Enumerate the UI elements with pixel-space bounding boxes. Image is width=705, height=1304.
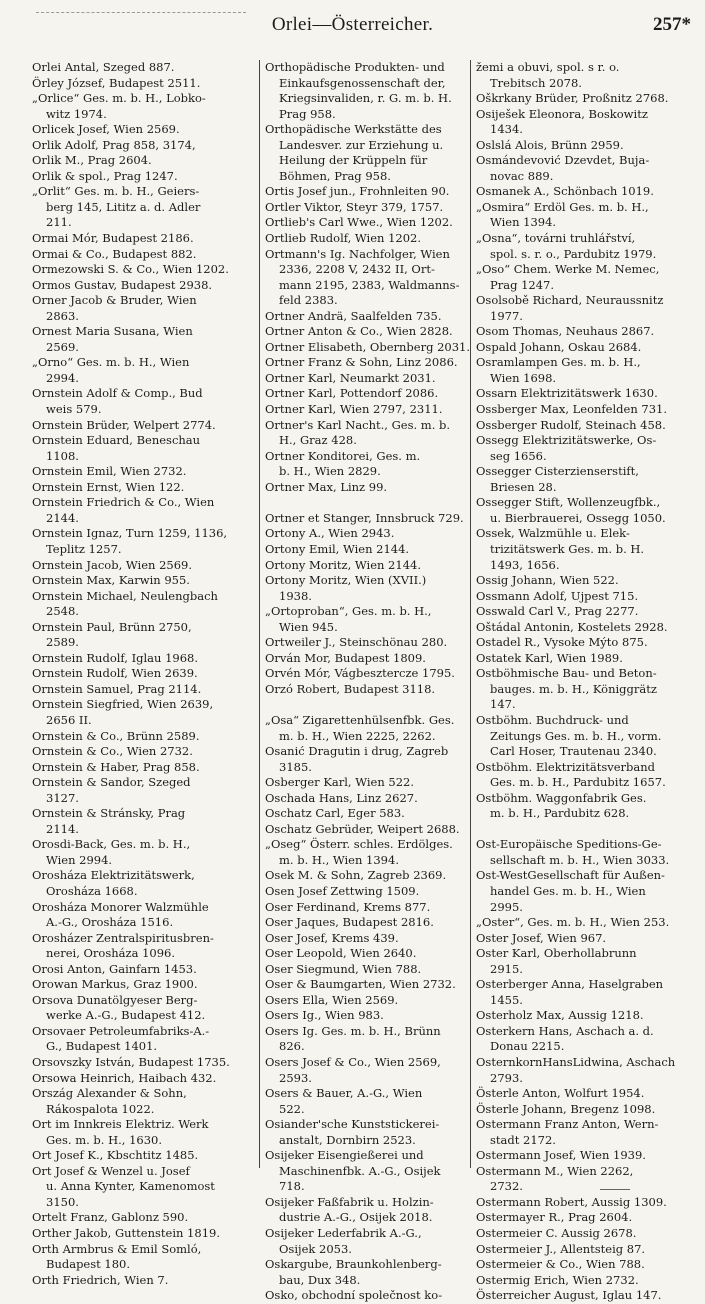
directory-entry-line: 718. xyxy=(279,1179,305,1194)
directory-entry-line: trizitätswerk Ges. m. b. H. xyxy=(490,541,645,556)
directory-entry-line: Ort im Innkreis Elektriz. Werk xyxy=(32,1117,209,1132)
directory-entry-line: Osolsobě Richard, Neuraussnitz xyxy=(476,293,664,308)
directory-entry-line: Ostermann Franz Anton, Wern- xyxy=(476,1117,659,1132)
directory-entry-line: Orlicek Josef, Wien 2569. xyxy=(32,122,180,137)
directory-entry-line: Ornstein Brüder, Welpert 2774. xyxy=(32,417,216,432)
directory-entry-line: Ort Josef & Wenzel u. Josef xyxy=(32,1163,190,1178)
directory-column-3 xyxy=(470,60,686,1303)
directory-entry-line: berg 145, Lititz a. d. Adler xyxy=(46,199,201,214)
directory-entry-line xyxy=(265,495,475,511)
directory-entry-line: 826. xyxy=(279,1039,305,1054)
directory-entry-line: Ost-WestGesellschaft für Außen- xyxy=(476,868,665,883)
directory-entry-line: Osiješek Eleonora, Boskowitz xyxy=(476,106,648,121)
directory-entry-line: u. Bierbrauerei, Ossegg 1050. xyxy=(490,510,666,525)
directory-entry-line: 522. xyxy=(279,1101,305,1116)
directory-entry-line: Osterholz Max, Aussig 1218. xyxy=(476,1008,644,1023)
directory-entry-line: Ornstein & Co., Brünn 2589. xyxy=(32,728,200,743)
directory-entry-line: Osijeker Lederfabrik A.-G., xyxy=(265,1226,422,1241)
directory-entry-line xyxy=(265,697,475,713)
directory-entry-line: Orlei Antal, Szeged 887. xyxy=(32,60,175,74)
directory-entry-line: „Osna“, továrni truhlářství, xyxy=(476,231,636,246)
directory-entry-line: Ornstein Ignaz, Turn 1259, 1136, xyxy=(32,526,228,541)
directory-entry-line: Ortner Karl, Pottendorf 2086. xyxy=(265,386,439,401)
directory-entry-line: „Osmira“ Erdöl Ges. m. b. H., xyxy=(476,199,649,214)
directory-entry-line: Ossberger Rudolf, Steinach 458. xyxy=(476,417,666,432)
directory-entry-line: Ornstein & Co., Wien 2732. xyxy=(32,744,193,759)
directory-entry-line: anstalt, Dornbirn 2523. xyxy=(279,1132,416,1147)
directory-entry-line: 2144. xyxy=(46,510,79,525)
directory-entry-line: Oser Jaques, Budapest 2816. xyxy=(265,915,434,930)
directory-entry-line: weis 579. xyxy=(46,402,102,417)
directory-entry-line: Ornstein Samuel, Prag 2114. xyxy=(32,681,202,696)
directory-entry-line: Ospald Johann, Oskau 2684. xyxy=(476,339,642,354)
directory-entry-line: Osterkern Hans, Aschach a. d. xyxy=(476,1023,654,1038)
directory-entry-line: Orosháza Elektrizitätswerk, xyxy=(32,868,195,883)
directory-entry-line xyxy=(476,822,686,838)
directory-entry-line: Ostböhm. Elektrizitätsverband xyxy=(476,759,656,774)
directory-entry-line: Ornstein Rudolf, Wien 2639. xyxy=(32,666,198,681)
directory-entry-line: Orosi Anton, Gainfarn 1453. xyxy=(32,961,197,976)
directory-entry-line: Orosdi-Back, Ges. m. b. H., xyxy=(32,837,191,852)
directory-entry-line: nerei, Orosháza 1096. xyxy=(46,946,176,961)
directory-entry-line: Orsovaer Petroleumfabriks-A.- xyxy=(32,1023,210,1038)
directory-entry-line: Ornstein Ernst, Wien 122. xyxy=(32,479,185,494)
directory-entry-line: Osom Thomas, Neuhaus 2867. xyxy=(476,324,655,339)
directory-entry-line: Ossek, Walzmühle u. Elek- xyxy=(476,526,630,541)
directory-entry-line: Ossmann Adolf, Ujpest 715. xyxy=(476,588,639,603)
directory-entry-line: Ornstein Rudolf, Iglau 1968. xyxy=(32,650,199,665)
directory-entry-line: G., Budapest 1401. xyxy=(46,1039,158,1054)
directory-entry-line: Orowan Markus, Graz 1900. xyxy=(32,977,198,992)
directory-entry-line: Oster Karl, Oberhollabrunn xyxy=(476,946,637,961)
directory-entry-line: Ossegger Cisterzienserstift, xyxy=(476,464,639,479)
directory-entry-line: spol. s. r. o., Pardubitz 1979. xyxy=(490,246,657,261)
directory-entry-line: Orlik & spol., Prag 1247. xyxy=(32,168,178,183)
directory-entry-line: Ornstein Max, Karwin 955. xyxy=(32,573,190,588)
directory-entry-line: Orth Armbrus & Emil Somló, xyxy=(32,1241,202,1256)
directory-entry-line: Ortner Konditorei, Ges. m. xyxy=(265,448,421,463)
directory-entry-line: Ostermann Josef, Wien 1939. xyxy=(476,1148,646,1163)
directory-entry-line: Wien 1698. xyxy=(490,370,557,385)
directory-entry-line: u. Anna Kynter, Kamenomost xyxy=(46,1179,215,1194)
directory-entry-line: Osers & Bauer, A.-G., Wien xyxy=(265,1086,423,1101)
directory-entry-line: 2593. xyxy=(279,1070,312,1085)
directory-entry-line: Ossarn Elektrizitätswerk 1630. xyxy=(476,386,658,401)
directory-entry-line: 1938. xyxy=(279,588,312,603)
directory-entry-line: Wien 2994. xyxy=(46,852,113,867)
directory-entry-line: „Orno“ Ges. m. b. H., Wien xyxy=(32,355,190,370)
directory-entry-line: Ortner Anton & Co., Wien 2828. xyxy=(265,324,453,339)
directory-entry-line: Böhmen, Prag 958. xyxy=(279,168,391,183)
directory-entry-line: Ortlieb Rudolf, Wien 1202. xyxy=(265,231,421,246)
directory-entry-line: Carl Hoser, Trautenau 2340. xyxy=(490,744,657,759)
directory-entry-line: 2656 II. xyxy=(46,712,92,727)
directory-entry-line: Ossberger Max, Leonfelden 731. xyxy=(476,402,667,417)
directory-entry-line: Ornstein Michael, Neulengbach xyxy=(32,588,218,603)
directory-entry-line: Rákospalota 1022. xyxy=(46,1101,155,1116)
directory-entry-line: Orosháza Monorer Walzmühle xyxy=(32,899,209,914)
directory-entry-line: Orthopädische Werkstätte des xyxy=(265,122,442,137)
directory-column-1 xyxy=(32,60,242,1288)
directory-entry-line: Ortner Elisabeth, Obernberg 2031. xyxy=(265,339,471,354)
directory-entry-line: dustrie A.-G., Osijek 2018. xyxy=(279,1210,433,1225)
directory-entry-line: Heilung der Krüppeln für xyxy=(279,153,428,168)
directory-entry-line: 1434. xyxy=(490,122,523,137)
footer-rule xyxy=(600,1189,630,1190)
directory-entry-line: Osanić Dragutin i drug, Zagreb xyxy=(265,744,449,759)
directory-entry-line: Oser Ferdinand, Krems 877. xyxy=(265,899,431,914)
directory-entry-line: Ges. m. b. H., 1630. xyxy=(46,1132,163,1147)
directory-entry-line: Osramlampen Ges. m. b. H., xyxy=(476,355,641,370)
directory-entry-line: handel Ges. m. b. H., Wien xyxy=(490,883,646,898)
directory-entry-line: 3127. xyxy=(46,790,79,805)
directory-entry-line: Ortmann's Ig. Nachfolger, Wien xyxy=(265,246,450,261)
directory-entry-line: Oschada Hans, Linz 2627. xyxy=(265,790,418,805)
directory-entry-line: Oschatz Carl, Eger 583. xyxy=(265,806,405,821)
directory-entry-line: Ostermann M., Wien 2262, xyxy=(476,1163,634,1178)
directory-entry-line: Ostböhmische Bau- und Beton- xyxy=(476,666,657,681)
directory-entry-line: Osek M. & Sohn, Zagreb 2369. xyxy=(265,868,447,883)
directory-entry-line: m. b. H., Wien 1394. xyxy=(279,852,399,867)
directory-entry-line: Osko, obchodní společnost ko- xyxy=(265,1288,443,1303)
directory-entry-line: 2114. xyxy=(46,821,79,836)
directory-entry-line: Orosháza 1668. xyxy=(46,883,138,898)
directory-entry-line: 2569. xyxy=(46,339,79,354)
directory-entry-line: Oslslá Alois, Brünn 2959. xyxy=(476,137,624,152)
directory-entry-line: OsternkornHansLidwina, Aschach xyxy=(476,1055,676,1069)
directory-entry-line: Oštádal Antonin, Kostelets 2928. xyxy=(476,619,668,634)
directory-entry-line: Ostermeier & Co., Wien 788. xyxy=(476,1257,645,1272)
directory-entry-line: Donau 2215. xyxy=(490,1039,565,1054)
directory-entry-line: 3185. xyxy=(279,759,312,774)
directory-entry-line: Oster Josef, Wien 967. xyxy=(476,930,607,945)
directory-entry-line: H., Graz 428. xyxy=(279,433,357,448)
directory-entry-line: Ortner et Stanger, Innsbruck 729. xyxy=(265,510,464,525)
directory-entry-line: Osijeker Faßfabrik u. Holzin- xyxy=(265,1194,434,1209)
directory-entry-line: 2732. xyxy=(490,1179,523,1194)
directory-entry-line: 2548. xyxy=(46,604,79,619)
directory-entry-line: žemi a obuvi, spol. s r. o. xyxy=(476,60,620,74)
directory-entry-line: Ortony Moritz, Wien (XVII.) xyxy=(265,573,427,588)
directory-entry-line: Ortis Josef jun., Frohnleiten 90. xyxy=(265,184,450,199)
directory-entry-line: Ortner Karl, Wien 2797, 2311. xyxy=(265,402,443,417)
directory-entry-line: Osiander'sche Kunststickerei- xyxy=(265,1117,440,1132)
directory-entry-line: „Osa“ Zigarettenhülsenfbk. Ges. xyxy=(265,712,455,727)
directory-entry-line: 2994. xyxy=(46,370,79,385)
directory-entry-line: b. H., Wien 2829. xyxy=(279,464,381,479)
directory-entry-line: Osijeker Eisengießerei und xyxy=(265,1148,424,1163)
directory-entry-line: 1977. xyxy=(490,308,523,323)
directory-entry-line: Osers Josef & Co., Wien 2569, xyxy=(265,1055,441,1069)
directory-entry-line: Orsova Dunatölgyeser Berg- xyxy=(32,992,198,1007)
directory-entry-line: Ornstein & Sandor, Szeged xyxy=(32,775,191,790)
directory-entry-line: 211. xyxy=(46,215,72,230)
directory-entry-line: Oser Siegmund, Wien 788. xyxy=(265,961,422,976)
directory-entry-line: Prag 1247. xyxy=(490,277,555,292)
directory-entry-line: Orsowa Heinrich, Haibach 432. xyxy=(32,1070,217,1085)
directory-entry-line: Ossegg Elektrizitätswerke, Os- xyxy=(476,433,657,448)
directory-entry-line: Ges. m. b. H., Pardubitz 1657. xyxy=(490,775,666,790)
directory-entry-line: Teplitz 1257. xyxy=(46,541,122,556)
directory-entry-line: Ortner Andrä, Saalfelden 735. xyxy=(265,308,442,323)
directory-entry-line: Ostatek Karl, Wien 1989. xyxy=(476,650,623,665)
directory-entry-line: Orsovszky István, Budapest 1735. xyxy=(32,1055,230,1069)
directory-entry-line: Ortony Emil, Wien 2144. xyxy=(265,541,410,556)
directory-entry-line: Ortler Viktor, Steyr 379, 1757. xyxy=(265,199,444,214)
directory-entry-line: 2915. xyxy=(490,961,523,976)
directory-entry-line: Orlik M., Prag 2604. xyxy=(32,153,152,168)
directory-entry-line: Oser Leopold, Wien 2640. xyxy=(265,946,417,961)
directory-entry-line: „Oseg“ Österr. schles. Erdölges. xyxy=(265,837,453,852)
directory-entry-line: witz 1974. xyxy=(46,106,107,121)
directory-entry-line: Briesen 28. xyxy=(490,479,557,494)
directory-entry-line: Osmándevović Dzevdet, Buja- xyxy=(476,153,650,168)
directory-entry-line: Ország Alexander & Sohn, xyxy=(32,1086,187,1101)
directory-entry-line: Osberger Karl, Wien 522. xyxy=(265,775,415,790)
directory-entry-line: Orván Mor, Budapest 1809. xyxy=(265,650,426,665)
directory-entry-line: 1108. xyxy=(46,448,79,463)
directory-entry-line: Ornstein Adolf & Comp., Bud xyxy=(32,386,203,401)
directory-entry-line: Ostböhm. Buchdruck- und xyxy=(476,712,629,727)
directory-entry-line: Ormezowski S. & Co., Wien 1202. xyxy=(32,262,229,277)
directory-entry-line: Ostadel R., Vysoke Mýto 875. xyxy=(476,635,648,650)
directory-entry-line: Osen Josef Zettwing 1509. xyxy=(265,883,420,898)
directory-entry-line: Osterberger Anna, Haselgraben xyxy=(476,977,664,992)
header-rule xyxy=(36,12,246,13)
directory-entry-line: Ornest Maria Susana, Wien xyxy=(32,324,193,339)
directory-entry-line: Ostermeier J., Allentsteig 87. xyxy=(476,1241,646,1256)
directory-entry-line: Ortner's Karl Nacht., Ges. m. b. xyxy=(265,417,451,432)
directory-entry-line: „Oster“, Ges. m. b. H., Wien 253. xyxy=(476,915,670,930)
directory-entry-line: Ortner Max, Linz 99. xyxy=(265,479,388,494)
directory-entry-line: novac 889. xyxy=(490,168,554,183)
directory-entry-line: Ost-Europäische Speditions-Ge- xyxy=(476,837,662,852)
directory-entry-line: Oskargube, Braunkohlenberg- xyxy=(265,1257,442,1272)
directory-entry-line: Landesver. zur Erziehung u. xyxy=(279,137,444,152)
directory-entry-line: Ornstein Siegfried, Wien 2639, xyxy=(32,697,214,712)
directory-entry-line: „Orlice“ Ges. m. b. H., Lobko- xyxy=(32,91,206,106)
directory-entry-line: Zeitungs Ges. m. b. H., vorm. xyxy=(490,728,662,743)
directory-entry-line: 3150. xyxy=(46,1194,79,1209)
directory-entry-line: stadt 2172. xyxy=(490,1132,556,1147)
directory-entry-line: Osswald Carl V., Prag 2277. xyxy=(476,604,639,619)
directory-entry-line: bau, Dux 348. xyxy=(279,1272,361,1287)
directory-entry-line: m. b. H., Pardubitz 628. xyxy=(490,806,630,821)
directory-entry-line: 2336, 2208 V, 2432 II, Ort- xyxy=(279,262,435,277)
directory-column-2 xyxy=(259,60,475,1303)
directory-entry-line: Prag 958. xyxy=(279,106,336,121)
directory-entry-line: Einkaufsgenossenschaft der, xyxy=(279,75,446,90)
directory-entry-line: Ornstein Jacob, Wien 2569. xyxy=(32,557,192,572)
directory-entry-line: Orlik Adolf, Prag 858, 3174, xyxy=(32,137,196,152)
directory-entry-line: werke A.-G., Budapest 412. xyxy=(46,1008,206,1023)
directory-entry-line: Ortelt Franz, Gablonz 590. xyxy=(32,1210,189,1225)
directory-entry-line: 147. xyxy=(490,697,516,712)
directory-entry-line: Orzó Robert, Budapest 3118. xyxy=(265,681,436,696)
directory-entry-line: Oschatz Gebrüder, Weipert 2688. xyxy=(265,821,460,836)
directory-entry-line: seg 1656. xyxy=(490,448,547,463)
directory-entry-line: „Ortoproban“, Ges. m. b. H., xyxy=(265,604,432,619)
directory-entry-line: 2995. xyxy=(490,899,523,914)
directory-entry-line: 2793. xyxy=(490,1070,523,1085)
directory-entry-line: Kriegsinvaliden, r. G. m. b. H. xyxy=(279,91,452,106)
directory-entry-line: Ornstein & Haber, Prag 858. xyxy=(32,759,200,774)
directory-entry-line: Ossig Johann, Wien 522. xyxy=(476,573,619,588)
directory-entry-line: Maschinenfbk. A.-G., Osijek xyxy=(279,1163,441,1178)
directory-entry-line: Ornstein Emil, Wien 2732. xyxy=(32,464,187,479)
directory-entry-line: Ormos Gustav, Budapest 2938. xyxy=(32,277,213,292)
directory-entry-line: feld 2383. xyxy=(279,293,338,308)
directory-entry-line: Ostermig Erich, Wien 2732. xyxy=(476,1272,639,1287)
directory-entry-line: Österreicher August, Iglau 147. xyxy=(476,1288,662,1303)
directory-entry-line: Orner Jacob & Bruder, Wien xyxy=(32,293,197,308)
directory-entry-line: Ormai Mór, Budapest 2186. xyxy=(32,231,194,246)
directory-entry-line: Budapest 180. xyxy=(46,1257,131,1272)
directory-entry-line: 1455. xyxy=(490,992,523,1007)
directory-entry-line: Ostermayer R., Prag 2604. xyxy=(476,1210,633,1225)
directory-entry-line: mann 2195, 2383, Waldmanns- xyxy=(279,277,460,292)
directory-entry-line: Ornstein Friedrich & Co., Wien xyxy=(32,495,215,510)
directory-columns xyxy=(30,60,680,1303)
directory-entry-line: Ortony Moritz, Wien 2144. xyxy=(265,557,421,572)
directory-entry-line: „Orlit“ Ges. m. b. H., Geiers- xyxy=(32,184,200,199)
directory-entry-line: Ornstein & Stránsky, Prag xyxy=(32,806,186,821)
directory-entry-line: A.-G., Orosháza 1516. xyxy=(46,915,174,930)
directory-entry-line: Ostböhm. Waggonfabrik Ges. xyxy=(476,790,647,805)
directory-entry-line: Ort Josef K., Kbschtitz 1485. xyxy=(32,1148,199,1163)
directory-entry-line: Orthopädische Produkten- und xyxy=(265,60,445,74)
directory-entry-line: Ostermann Robert, Aussig 1309. xyxy=(476,1194,667,1209)
directory-entry-line: 1493, 1656. xyxy=(490,557,560,572)
directory-entry-line: Ormai & Co., Budapest 882. xyxy=(32,246,197,261)
directory-entry-line: m. b. H., Wien 2225, 2262. xyxy=(279,728,436,743)
directory-entry-line: Oškrkany Brüder, Proßnitz 2768. xyxy=(476,91,669,106)
directory-entry-line: Orth Friedrich, Wien 7. xyxy=(32,1272,169,1287)
page-title: Orlei—Österreicher. xyxy=(271,14,434,35)
directory-entry-line: Ossegger Stift, Wollenzeugfbk., xyxy=(476,495,661,510)
directory-entry-line: sellschaft m. b. H., Wien 3033. xyxy=(490,852,670,867)
directory-entry-line: Örley József, Budapest 2511. xyxy=(32,75,201,90)
directory-entry-line: „Oso“ Chem. Werke M. Nemec, xyxy=(476,262,660,277)
directory-entry-line: Österle Johann, Bregenz 1098. xyxy=(476,1101,656,1116)
directory-entry-line: Ornstein Paul, Brünn 2750, xyxy=(32,619,192,634)
directory-entry-line: 2863. xyxy=(46,308,79,323)
directory-entry-line: Osmanek A., Schönbach 1019. xyxy=(476,184,654,199)
directory-entry-line: Oser Josef, Krems 439. xyxy=(265,930,399,945)
directory-entry-line: Österle Anton, Wolfurt 1954. xyxy=(476,1086,645,1101)
directory-entry-line: bauges. m. b. H., Königgrätz xyxy=(490,681,657,696)
directory-entry-line: Osers Ella, Wien 2569. xyxy=(265,992,399,1007)
directory-entry-line: Ornstein Eduard, Beneschau xyxy=(32,433,201,448)
directory-entry-line: Oser & Baumgarten, Wien 2732. xyxy=(265,977,456,992)
directory-entry-line: Orvén Mór, Vágbesztercze 1795. xyxy=(265,666,455,681)
directory-entry-line: Trebitsch 2078. xyxy=(490,75,582,90)
directory-entry-line: Orosházer Zentralspiritusbren- xyxy=(32,930,214,945)
directory-entry-line: Ortner Franz & Sohn, Linz 2086. xyxy=(265,355,458,370)
directory-entry-line: Osers Ig. Ges. m. b. H., Brünn xyxy=(265,1023,441,1038)
directory-entry-line: Ortlieb's Carl Wwe., Wien 1202. xyxy=(265,215,453,230)
page-number: 257* xyxy=(653,14,691,35)
directory-entry-line: Wien 945. xyxy=(279,619,338,634)
directory-entry-line: 2589. xyxy=(46,635,79,650)
directory-entry-line: Wien 1394. xyxy=(490,215,557,230)
directory-entry-line: Osijek 2053. xyxy=(279,1241,352,1256)
directory-entry-line: Orther Jakob, Guttenstein 1819. xyxy=(32,1226,220,1241)
directory-entry-line: Ostermeier C. Aussig 2678. xyxy=(476,1226,637,1241)
directory-entry-line: Ortweiler J., Steinschönau 280. xyxy=(265,635,448,650)
directory-entry-line: Osers Ig., Wien 983. xyxy=(265,1008,384,1023)
directory-entry-line: Ortony A., Wien 2943. xyxy=(265,526,395,541)
directory-entry-line: Ortner Karl, Neumarkt 2031. xyxy=(265,370,436,385)
